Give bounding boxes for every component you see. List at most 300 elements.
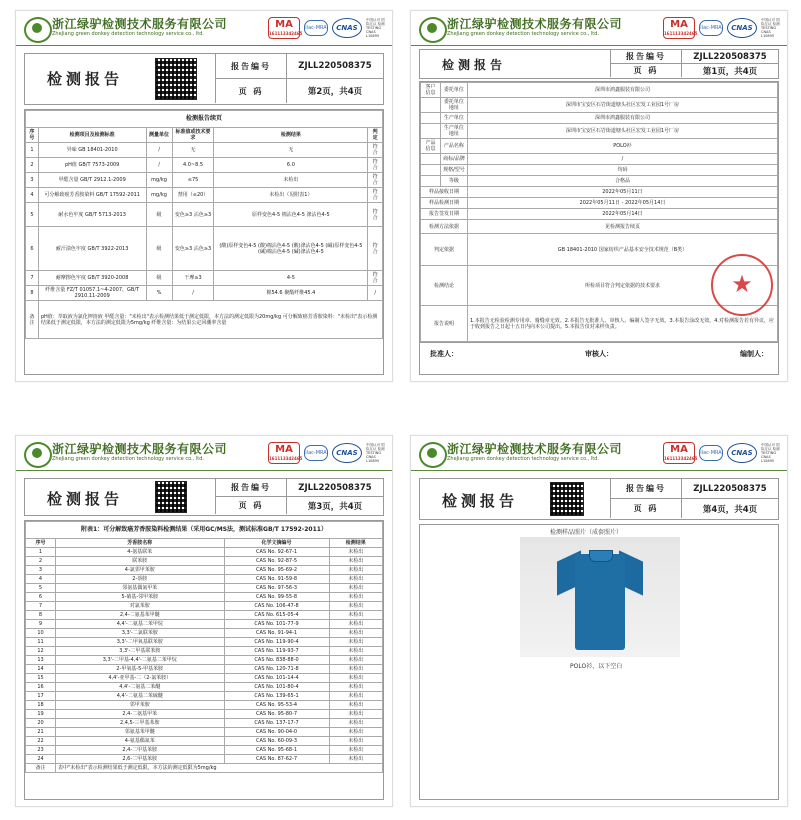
table-cell: mg/kg: [146, 173, 172, 188]
table-cell: 4.0~8.5: [172, 158, 214, 173]
table-cell: 等级: [440, 176, 467, 187]
table-row: [421, 113, 778, 124]
table-cell: CAS No. 106-47-8: [224, 602, 329, 611]
notes: pH值：萃取液为氯化钾溶液 甲醛含量："未检出"表示检测结果低于测定低限，本方法的测定低限为20mg/kg 可分解致癌芳香胺染料："未检出"表示检测结果低于测定低限，本方法的测定低限为5mg/kg 纤维含量：为结果公定回潮率含量: [38, 301, 382, 339]
table-row: [26, 746, 383, 755]
report-number-label: 报告编号: [610, 50, 682, 63]
conclusion-label: 检测结论: [421, 266, 468, 306]
cnas-info: 中国认可 国际互认 检测 TESTING CNAS L10895: [366, 18, 385, 38]
col-header: 检测结果: [214, 128, 368, 143]
table-cell: 3,3'-二甲氧基联苯胺: [56, 638, 225, 647]
table-cell: 邻氨基偶氮甲苯: [56, 584, 225, 593]
notes-label: 备注: [26, 301, 39, 339]
table-cell: CAS No. 90-04-0: [224, 728, 329, 737]
table-cell: 未检出: [329, 557, 382, 566]
report-number: ZJLL220508375: [298, 482, 372, 493]
table-cell: 24: [26, 755, 56, 764]
table-cell: [421, 113, 441, 124]
table-cell: 客户信息: [421, 83, 441, 98]
table-cell: 1: [26, 548, 56, 557]
table-cell: 7: [26, 271, 39, 286]
table-row: [421, 165, 778, 176]
table-cell: 3,3'-二甲基-4,4'-二氨基二苯甲烷: [56, 656, 225, 665]
table-cell: 11: [26, 638, 56, 647]
date-label: 样品接收日期: [421, 187, 468, 198]
col-header: 标准值或技术要求: [172, 128, 214, 143]
report-meta: [610, 50, 778, 78]
table-cell: 原样变色4-5 棉沾色4-5 涤沾色4-5: [214, 203, 368, 227]
col-header: 化学文摘编号: [224, 539, 329, 548]
table-cell: 商标/品牌: [440, 154, 467, 165]
table-row: [26, 737, 383, 746]
table-cell: 邻氨基苯甲醚: [56, 728, 225, 737]
table-row: [26, 575, 383, 584]
letterhead: [16, 11, 392, 46]
table-cell: 22: [26, 737, 56, 746]
col-header: 测量单位: [146, 128, 172, 143]
col-header: 序号: [26, 539, 56, 548]
page-label: 页 码: [610, 64, 682, 77]
table-row: [26, 593, 383, 602]
table-cell: 7: [26, 602, 56, 611]
table-cell: 级: [146, 203, 172, 227]
report-number-label: 报告编号: [215, 54, 287, 78]
polo-shirt-image: [555, 542, 645, 652]
table-cell: [421, 98, 441, 113]
table-cell: 对氯苯胺: [56, 602, 225, 611]
table-cell: 未检出: [214, 173, 368, 188]
cnas-mark-icon: CNAS: [332, 443, 362, 463]
report-title: 检测报告: [442, 492, 519, 510]
table-row: [26, 557, 383, 566]
report-number-label: 报告编号: [215, 479, 287, 496]
report-info: [419, 81, 779, 375]
table-cell: 符合: [368, 203, 383, 227]
table-cell: 符合: [368, 143, 383, 158]
report-title: 检测报告: [442, 58, 507, 72]
table-cell: /: [368, 286, 383, 301]
table-row: [26, 674, 383, 683]
table-cell: CAS No. 99-55-8: [224, 593, 329, 602]
table-row: [26, 683, 383, 692]
table-cell: CAS No. 101-14-4: [224, 674, 329, 683]
table-row: [26, 271, 383, 286]
table-cell: 4-氨基联苯: [56, 548, 225, 557]
table-cell: 符合: [368, 227, 383, 271]
report-header-box: [419, 478, 779, 520]
page-label: 页 码: [215, 79, 287, 103]
table-cell: CAS No. 91-94-1: [224, 629, 329, 638]
table-cell: 未检出: [329, 710, 382, 719]
company-name: 浙江绿驴检测技术服务有限公司: [52, 17, 228, 31]
company-name: 浙江绿驴检测技术服务有限公司: [447, 442, 623, 456]
table-cell: pH值 GB/T 7573-2009: [38, 158, 146, 173]
conclusion: 所检项目符合判定依据的技术要求 ★: [467, 266, 777, 306]
table-cell: 8: [26, 611, 56, 620]
method: 见检测报告续页: [467, 220, 777, 234]
table-cell: 21: [26, 728, 56, 737]
table-cell: CAS No. 95-69-2: [224, 566, 329, 575]
page-number: 第4页，共4页: [702, 504, 758, 515]
table-cell: 未检出: [329, 638, 382, 647]
certification-marks: [663, 440, 781, 466]
table-cell: 4-5: [214, 271, 368, 286]
ma-mark-icon: MA 161113342465: [268, 442, 300, 464]
table-row: [421, 176, 778, 187]
table-cell: 2,4,5-三甲基苯胺: [56, 719, 225, 728]
company-name-en: ZheJiang green donkey detection technology service co., ltd.: [447, 31, 599, 37]
table-cell: /: [467, 154, 777, 165]
table-cell: 4,4'-二氨基二苯甲烷: [56, 620, 225, 629]
editor-label: 编制人：: [740, 350, 768, 358]
company-logo-icon: [419, 442, 447, 468]
table-cell: 产品名称: [440, 139, 467, 154]
page-label: 页 码: [610, 499, 682, 518]
report-title: 检测报告: [47, 490, 124, 508]
table-cell: 级: [146, 271, 172, 286]
table-cell: CAS No. 119-90-4: [224, 638, 329, 647]
official-stamp-icon: ★: [711, 254, 773, 316]
date-value: 2022年05月11日 - 2022年05月14日: [467, 198, 777, 209]
table-cell: /: [172, 286, 214, 301]
table-cell: CAS No. 95-80-7: [224, 710, 329, 719]
table-cell: 18: [26, 701, 56, 710]
table-cell: 15: [26, 674, 56, 683]
table-cell: 联苯胺: [56, 557, 225, 566]
company-name: 浙江绿驴检测技术服务有限公司: [52, 442, 228, 456]
col-header: 判定: [368, 128, 383, 143]
table-row: [26, 692, 383, 701]
table-cell: ≤75: [172, 173, 214, 188]
qr-code-icon: [155, 58, 197, 100]
table-cell: 变色≥3 沾色≥3: [172, 203, 214, 227]
cnas-info: 中国认可 国际互认 检测 TESTING CNAS L10895: [761, 443, 780, 463]
table-row: [26, 656, 383, 665]
page-number: 第2页，共4页: [307, 87, 363, 97]
table-cell: 4: [26, 188, 39, 203]
table-cell: 未检出: [329, 683, 382, 692]
table-row: [26, 566, 383, 575]
table-row: [421, 98, 778, 113]
table-cell: CAS No. 615-05-4: [224, 611, 329, 620]
table-row: [26, 143, 383, 158]
table-cell: CAS No. 137-17-7: [224, 719, 329, 728]
table-row: [421, 139, 778, 154]
table-row: [26, 701, 383, 710]
table-cell: 未检出: [329, 602, 382, 611]
sample-photo: [520, 537, 680, 657]
table-cell: /: [146, 143, 172, 158]
table-cell: 甲醛含量 GB/T 2912.1-2009: [38, 173, 146, 188]
table-cell: %: [146, 286, 172, 301]
table-row: [26, 286, 383, 301]
table-cell: CAS No. 92-67-1: [224, 548, 329, 557]
table-cell: 1: [26, 143, 39, 158]
table-cell: 深圳市宝安区石岩街道塘头社区宏发工业园1号厂房: [467, 124, 777, 139]
table-cell: 6: [26, 593, 56, 602]
report-page-1: [410, 10, 788, 382]
report-number: ZJLL220508375: [298, 61, 372, 71]
cnas-mark-icon: CNAS: [727, 18, 757, 38]
certification-marks: [663, 15, 781, 41]
signatures: [420, 342, 778, 365]
qr-code-icon: [155, 481, 187, 513]
test-results: [24, 109, 384, 375]
table-row: [26, 227, 383, 271]
table-cell: 未检出: [329, 674, 382, 683]
table-cell: [421, 165, 441, 176]
table-cell: 深圳市鸿鑫服装有限公司: [467, 113, 777, 124]
table-cell: 干摩≥3: [172, 271, 214, 286]
table-row: [421, 187, 778, 198]
report-page-3: [15, 435, 393, 807]
table-cell: 未检出: [329, 728, 382, 737]
table-cell: 规格/型号: [440, 165, 467, 176]
letterhead: [16, 436, 392, 471]
table-cell: 禁用（≤20）: [172, 188, 214, 203]
table-cell: 3,3'-二氯联苯胺: [56, 629, 225, 638]
table-row: [26, 584, 383, 593]
company-name-en: ZheJiang green donkey detection technology service co., ltd.: [447, 456, 599, 462]
date-value: 2022年05月14日: [467, 209, 777, 220]
table-row: [26, 710, 383, 719]
table-cell: 耐汗渍色牢度 GB/T 3922-2013: [38, 227, 146, 271]
table-cell: 生产单位: [440, 113, 467, 124]
notes: 表中"未检出"表示检测结果低于测定低限，本方法的测定低限为5mg/kg: [56, 764, 383, 773]
table-cell: 深圳市鸿鑫服装有限公司: [467, 83, 777, 98]
amine-results: [24, 520, 384, 800]
table-cell: 均码: [467, 165, 777, 176]
table-cell: [421, 176, 441, 187]
date-value: 2022年05月11日: [467, 187, 777, 198]
judge-label: 判定依据: [421, 234, 468, 266]
photo-caption: POLO衫，以下空白: [570, 663, 623, 670]
section-title: 检测报告续页: [26, 111, 383, 128]
table-cell: 产品信息: [421, 139, 441, 154]
table-cell: CAS No. 91-59-8: [224, 575, 329, 584]
table-cell: 委托单位: [440, 83, 467, 98]
company-logo-icon: [419, 17, 447, 43]
table-row: [26, 548, 383, 557]
table-cell: 14: [26, 665, 56, 674]
table-cell: 6: [26, 227, 39, 271]
table-row: [26, 602, 383, 611]
certification-marks: [268, 15, 386, 41]
report-number-label: 报告编号: [610, 479, 682, 498]
table-cell: 邻甲苯胺: [56, 701, 225, 710]
table-cell: 未检出: [329, 575, 382, 584]
report-title: 检测报告: [47, 70, 124, 88]
table-cell: 耐摩擦色牢度 GB/T 3920-2008: [38, 271, 146, 286]
table-row: [26, 755, 383, 764]
info-table: [420, 82, 778, 342]
table-cell: 3: [26, 566, 56, 575]
table-cell: 2-甲氧基-5-甲基苯胺: [56, 665, 225, 674]
table-cell: mg/kg: [146, 188, 172, 203]
table-cell: 委托单位地址: [440, 98, 467, 113]
table-cell: 6.0: [214, 158, 368, 173]
table-cell: 未检出: [329, 584, 382, 593]
table-cell: CAS No. 139-65-1: [224, 692, 329, 701]
ma-mark-icon: MA 161113342465: [663, 17, 695, 39]
table-cell: 未检出: [329, 593, 382, 602]
certification-marks: [268, 440, 386, 466]
table-row: [26, 158, 383, 173]
table-cell: 2,6-二甲基苯胺: [56, 755, 225, 764]
table-cell: 未检出: [329, 719, 382, 728]
table-cell: 2: [26, 557, 56, 566]
table-cell: 可分解致癌芳香胺染料 GB/T 17592-2011: [38, 188, 146, 203]
table-cell: 2,4-二氨基苯甲醚: [56, 611, 225, 620]
ma-mark-icon: MA 161113342465: [663, 442, 695, 464]
table-row: [26, 611, 383, 620]
table-cell: 未检出: [329, 746, 382, 755]
table-row: [421, 83, 778, 98]
table-cell: 深圳市宝安区石岩街道塘头社区宏发工业园1号厂房: [467, 98, 777, 113]
table-row: [26, 728, 383, 737]
table-cell: 16: [26, 683, 56, 692]
cnas-mark-icon: CNAS: [727, 443, 757, 463]
table-cell: 3,3'-二甲基联苯胺: [56, 647, 225, 656]
table-cell: 纤维含量 FZ/T 01057.1~4-2007、GB/T 2910.11-2009: [38, 286, 146, 301]
declare: 1.本报告无检验检测专用章、骑缝章无效。2.本报告无批准人、审核人、编制人签字无效。3.本报告涂改无效。4.对检测报告若有异议，应于收到报告之日起十五日内向本公司提出。5.本报告仅对来样负责。: [467, 306, 777, 342]
company-name-en: ZheJiang green donkey detection technology service co., ltd.: [52, 456, 204, 462]
report-header-box: [24, 478, 384, 516]
table-cell: 未检出: [329, 620, 382, 629]
page-number: 第3页，共4页: [307, 501, 363, 512]
page-number: 第1页，共4页: [702, 66, 758, 77]
reviewer-label: 审核人：: [585, 350, 613, 358]
table-cell: 未检出: [329, 566, 382, 575]
table-cell: 未检出: [329, 611, 382, 620]
table-cell: 19: [26, 710, 56, 719]
report-page-4: [410, 435, 788, 807]
cnas-mark-icon: CNAS: [332, 18, 362, 38]
ma-mark-icon: MA 161113342465: [268, 17, 300, 39]
table-cell: [421, 124, 441, 139]
table-cell: 无: [172, 143, 214, 158]
table-cell: 未检出: [329, 647, 382, 656]
table-cell: CAS No. 95-53-4: [224, 701, 329, 710]
results-table: [25, 110, 383, 339]
table-cell: CAS No. 97-56-3: [224, 584, 329, 593]
table-cell: 5: [26, 203, 39, 227]
table-cell: 20: [26, 719, 56, 728]
table-cell: 未检出: [329, 665, 382, 674]
table-cell: CAS No. 101-77-9: [224, 620, 329, 629]
table-cell: 未检出: [329, 548, 382, 557]
table-cell: 未检出: [329, 701, 382, 710]
table-cell: CAS No. 92-87-5: [224, 557, 329, 566]
table-row: [26, 638, 383, 647]
table-row: [26, 665, 383, 674]
table-cell: 未检出: [329, 737, 382, 746]
table-cell: 未检出: [329, 629, 382, 638]
report-header-box: [24, 53, 384, 105]
table-cell: 10: [26, 629, 56, 638]
notes-label: 备注: [26, 764, 56, 773]
table-cell: 3: [26, 173, 39, 188]
table-cell: 2,4-二甲基苯胺: [56, 746, 225, 755]
photo-section: [419, 524, 779, 800]
table-cell: (酸)原样变色4-5 (酸)棉沾色4-5 (酸)涤沾色4-5 (碱)原样变色4-5 (碱)棉沾色4-5 (碱)涤沾色4-5: [214, 227, 368, 271]
company-logo-icon: [24, 442, 52, 468]
table-cell: CAS No. 120-71-8: [224, 665, 329, 674]
table-cell: 符合: [368, 188, 383, 203]
table-row: [421, 154, 778, 165]
table-cell: 合格品: [467, 176, 777, 187]
declare-label: 报告说明: [421, 306, 468, 342]
table-row: [26, 629, 383, 638]
table-cell: 4,4'-亚甲基-二（2-氯苯胺）: [56, 674, 225, 683]
table-cell: 符合: [368, 158, 383, 173]
company-logo-icon: [24, 17, 52, 43]
table-cell: 2,4-二氨基甲苯: [56, 710, 225, 719]
table-cell: 4,4'-二氨基二苯硫醚: [56, 692, 225, 701]
table-cell: 9: [26, 620, 56, 629]
table-cell: POLO衫: [467, 139, 777, 154]
table-cell: /: [146, 158, 172, 173]
table-cell: 2-萘胺: [56, 575, 225, 584]
table-cell: 5-硝基-邻甲苯胺: [56, 593, 225, 602]
table-cell: 符合: [368, 271, 383, 286]
report-number: ZJLL220508375: [693, 483, 767, 494]
table-cell: 2: [26, 158, 39, 173]
table-cell: 生产单位地址: [440, 124, 467, 139]
report-meta: [215, 54, 383, 104]
qr-code-icon: [550, 482, 584, 516]
report-number: ZJLL220508375: [693, 51, 767, 62]
table-cell: [421, 154, 441, 165]
section-title: 附表1：可分解致癌芳香胺染料检测结果（采用GC/MS法，测试标准GB/T 17592-2011）: [26, 522, 383, 539]
judge: GB 18401-2010 国家纺织产品基本安全技术规范（B类）: [467, 234, 777, 266]
cnas-info: 中国认可 国际互认 检测 TESTING CNAS L10895: [761, 18, 780, 38]
ilac-mark-icon: ilac-MRA: [304, 20, 328, 36]
amine-table: [25, 521, 383, 773]
table-row: [26, 203, 383, 227]
table-row: [26, 188, 383, 203]
table-cell: CAS No. 95-68-1: [224, 746, 329, 755]
ilac-mark-icon: ilac-MRA: [304, 445, 328, 461]
table-row: [26, 620, 383, 629]
table-row: [26, 173, 383, 188]
table-cell: CAS No. 838-88-0: [224, 656, 329, 665]
date-label: 样品检测日期: [421, 198, 468, 209]
col-header: 芳香胺名称: [56, 539, 225, 548]
table-cell: 未检出: [329, 755, 382, 764]
company-name-en: ZheJiang green donkey detection technology service co., ltd.: [52, 31, 204, 37]
table-cell: 变色≥3 沾色≥3: [172, 227, 214, 271]
table-row: [421, 209, 778, 220]
letterhead: [411, 436, 787, 471]
ilac-mark-icon: ilac-MRA: [699, 20, 723, 36]
table-cell: 未检出: [329, 656, 382, 665]
ilac-mark-icon: ilac-MRA: [699, 445, 723, 461]
table-cell: CAS No. 87-62-7: [224, 755, 329, 764]
table-cell: 棉54.6 聚酯纤维45.4: [214, 286, 368, 301]
report-page-2: [15, 10, 393, 382]
company-name: 浙江绿驴检测技术服务有限公司: [447, 17, 623, 31]
table-cell: 17: [26, 692, 56, 701]
table-cell: 符合: [368, 173, 383, 188]
table-cell: 12: [26, 647, 56, 656]
col-header: 检测结果: [329, 539, 382, 548]
letterhead: [411, 11, 787, 46]
page-label: 页 码: [215, 497, 287, 514]
table-cell: 4-氯邻甲苯胺: [56, 566, 225, 575]
col-header: 检测项目及检测标准: [38, 128, 146, 143]
table-cell: CAS No. 119-93-7: [224, 647, 329, 656]
